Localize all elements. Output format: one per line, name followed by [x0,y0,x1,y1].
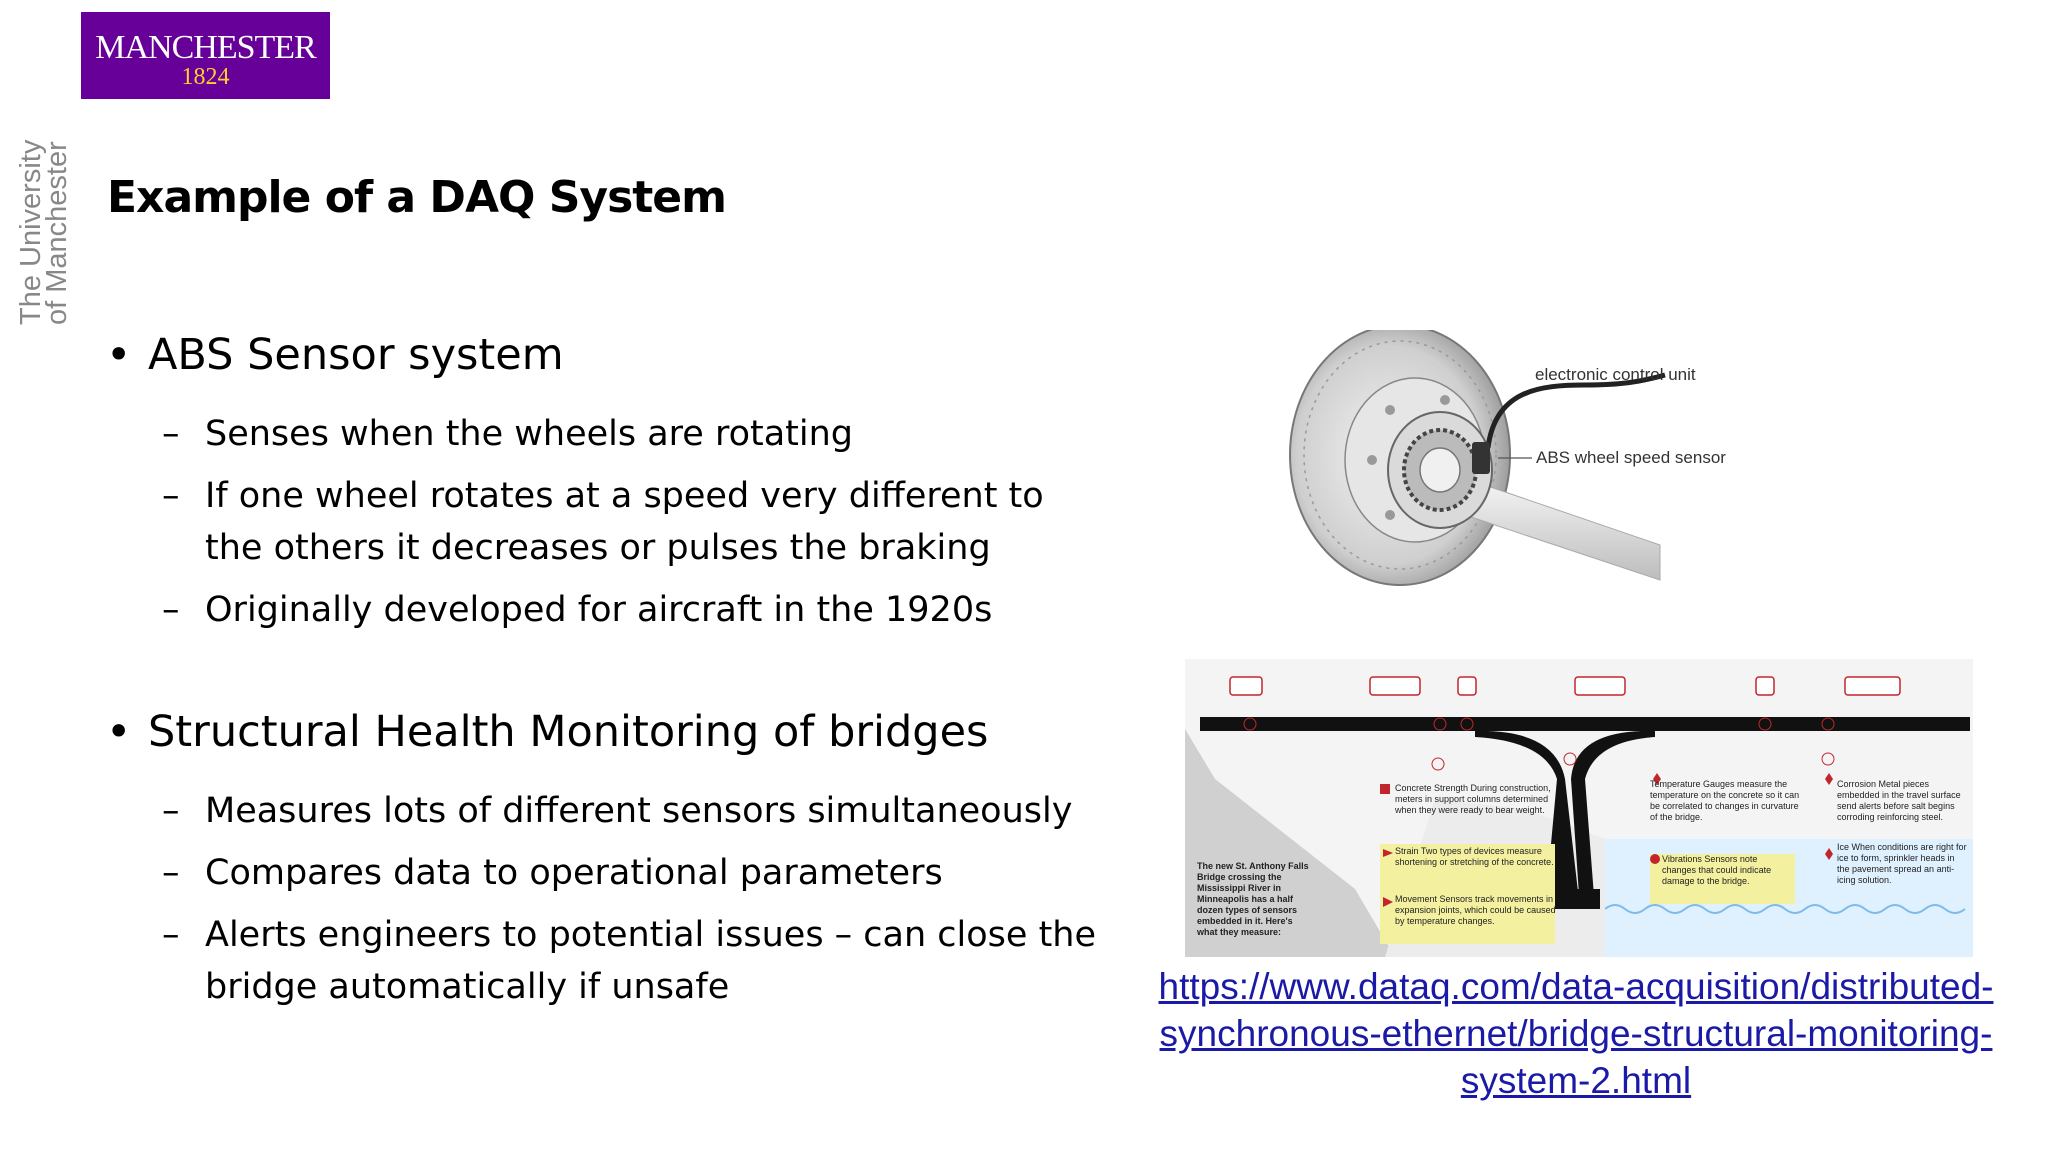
source-link-line-2: synchronous-ethernet/bridge-structural-monitoring- [1159,1013,1993,1054]
sub-bullet-text: Originally developed for aircraft in the 1920s [205,590,993,630]
university-vertical-text [15,105,78,325]
ecu-label: electronic control unit [1535,365,1696,384]
sub-bullet-text: If one wheel rotates at a speed very different to the others it decreases or pulses the braking [205,476,1044,568]
bridge-item-corrosion: Corrosion Metal pieces embedded in the travel surface send alerts before salt begins corroding reinforcing steel. [1837,779,1961,822]
abs-sensor [1472,442,1490,474]
bridge-item-temperature: Temperature Gauges measure the temperature on the concrete so it can be correlated to changes in curvature of the bridge. [1650,779,1800,822]
bridge-intro: The new St. Anthony Falls Bridge crossing the Mississippi River in Minneapolis has a half dozen types of sensors embedded in it. Here's what they measure: [1197,861,1309,937]
bullet-abs-label: ABS Sensor system [148,330,564,380]
bridge-deck [1200,717,1970,731]
sub-bullet-text: Measures lots of different sensors simultaneously [205,791,1073,831]
bullet-shm: • Structural Health Monitoring of bridges [106,707,989,757]
sub-bullet-text: Alerts engineers to potential issues – can close the bridge automatically if unsafe [205,915,1097,1007]
bridge-item-movement: Movement Sensors track movements in expansion joints, which could be caused by temperature changes. [1395,894,1556,926]
bridge-item-ice: Ice When conditions are right for ice to form, sprinkler heads in the pavement spread an anti-icing solution. [1837,842,1967,885]
sensor-cable [1488,375,1665,448]
bridge-item-concrete: Concrete Strength During construction, meters in support columns determined when they were ready to bear weight. [1395,783,1551,815]
sub-bullet-text: Compares data to operational parameters [205,853,943,893]
bullet-abs: • ABS Sensor system [106,330,564,380]
bridge-monitoring-figure [1185,659,1973,957]
university-line-1: The University [15,139,47,325]
source-link[interactable] [1126,963,2026,1104]
abs-sensor-figure [1240,330,1800,600]
bridge-item-strain: Strain Two types of devices measure shortening or stretching of the concrete. [1395,846,1554,867]
slide-title: Example of a DAQ System [107,172,726,223]
logo-name: MANCHESTER [95,29,316,66]
sub-bullet-text: Senses when the wheels are rotating [205,414,854,454]
logo-year: 1824 [181,64,230,90]
source-link-line-3: system-2.html [1460,1060,1692,1101]
wheel-sensor-label: ABS wheel speed sensor [1536,448,1726,467]
source-link-line-1: https://www.dataq.com/data-acquisition/distributed- [1158,966,1994,1007]
bridge-item-vibrations: Vibrations Sensors note changes that could indicate damage to the bridge. [1662,854,1772,886]
university-line-2: of Manchester [41,141,73,325]
bullet-shm-label: Structural Health Monitoring of bridges [148,707,989,757]
university-logo [81,12,330,99]
